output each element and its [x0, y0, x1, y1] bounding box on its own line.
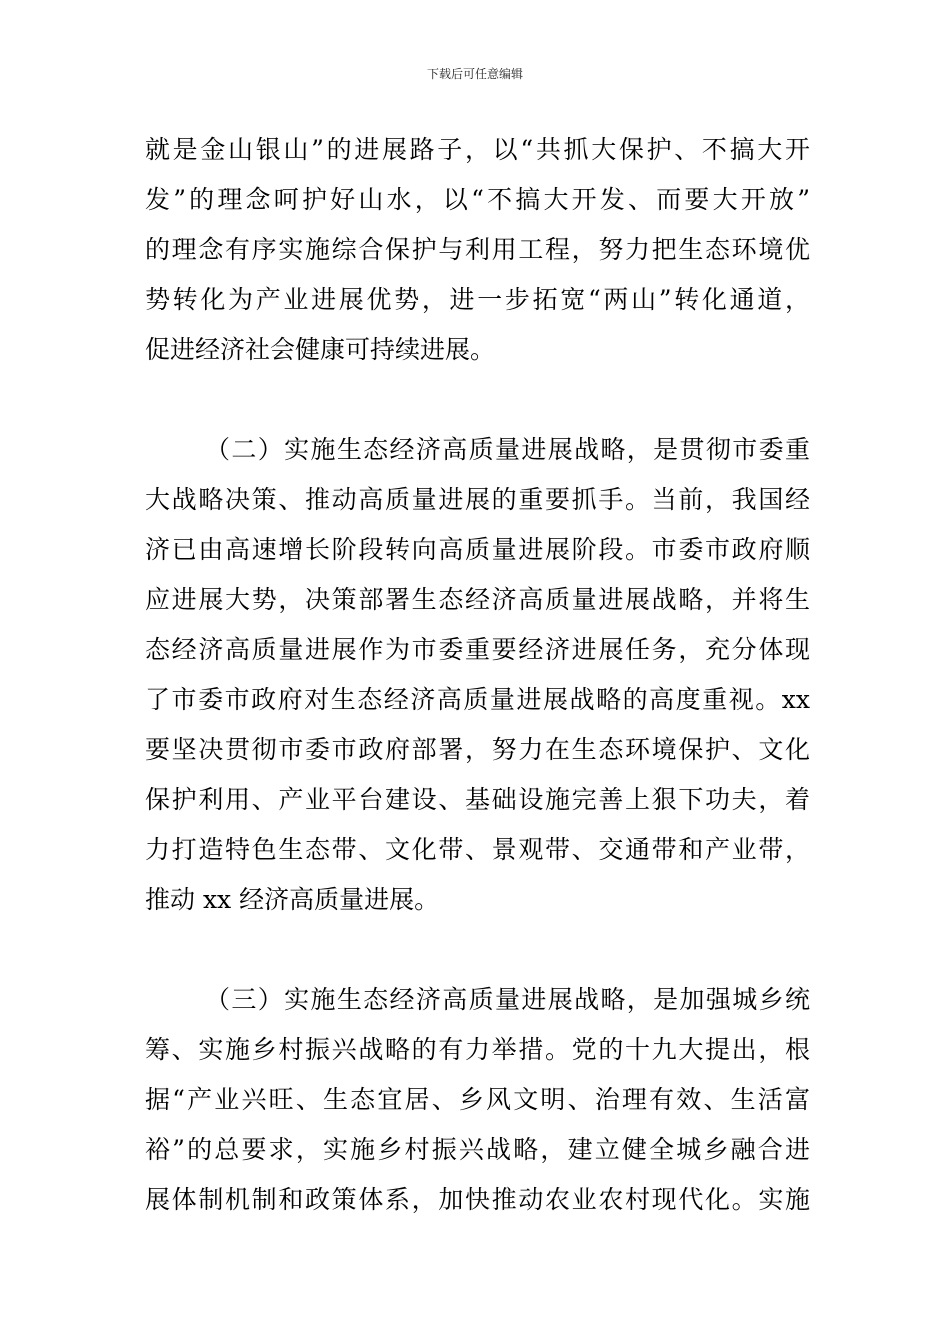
document-body: [145, 125, 810, 1225]
text-line: 展体制机制和政策体系，加快推动农业农村现代化。实施: [145, 1185, 810, 1214]
text-line: 大战略决策、推动高质量进展的重要抓手。当前，我国经: [145, 485, 810, 514]
text-line: 了市委市政府对生态经济高质量进展战略的高度重视。xx: [145, 685, 810, 714]
paragraph-2: [145, 425, 810, 925]
paragraph-1: [145, 125, 810, 375]
paragraph-gap: [145, 925, 810, 975]
text-line: （三）实施生态经济高质量进展战略，是加强城乡统: [205, 985, 810, 1014]
text-line: 力打造特色生态带、文化带、景观带、交通带和产业带，: [145, 835, 810, 864]
text-line: （二）实施生态经济高质量进展战略，是贯彻市委重: [205, 435, 810, 464]
text-line: 筹、实施乡村振兴战略的有力举措。党的十九大提出，根: [145, 1035, 810, 1064]
text-line: 促进经济社会健康可持续进展。: [145, 335, 496, 364]
text-line: 要坚决贯彻市委市政府部署，努力在生态环境保护、文化: [145, 735, 810, 764]
page-header: 下载后可任意编辑: [426, 67, 523, 81]
paragraph-gap: [145, 375, 810, 425]
text-line: 推动 xx 经济高质量进展。: [145, 885, 440, 914]
text-line: 的理念有序实施综合保护与利用工程，努力把生态环境优: [145, 235, 810, 264]
text-line: 据“产业兴旺、生态宜居、乡风文明、治理有效、生活富: [145, 1085, 810, 1114]
text-line: 势转化为产业进展优势，进一步拓宽“两山”转化通道，: [145, 285, 810, 314]
text-line: 就是金山银山”的进展路子，以“共抓大保护、不搞大开: [145, 135, 810, 164]
text-line: 保护利用、产业平台建设、基础设施完善上狠下功夫，着: [145, 785, 810, 814]
text-line: 发”的理念呵护好山水，以“不搞大开发、而要大开放”: [145, 185, 810, 214]
text-line: 济已由高速增长阶段转向高质量进展阶段。市委市政府顺: [145, 535, 810, 564]
paragraph-3: [145, 975, 810, 1225]
text-line: 裕”的总要求，实施乡村振兴战略，建立健全城乡融合进: [145, 1135, 810, 1164]
text-line: 态经济高质量进展作为市委重要经济进展任务，充分体现: [145, 635, 810, 664]
text-line: 应进展大势，决策部署生态经济高质量进展战略，并将生: [145, 585, 810, 614]
